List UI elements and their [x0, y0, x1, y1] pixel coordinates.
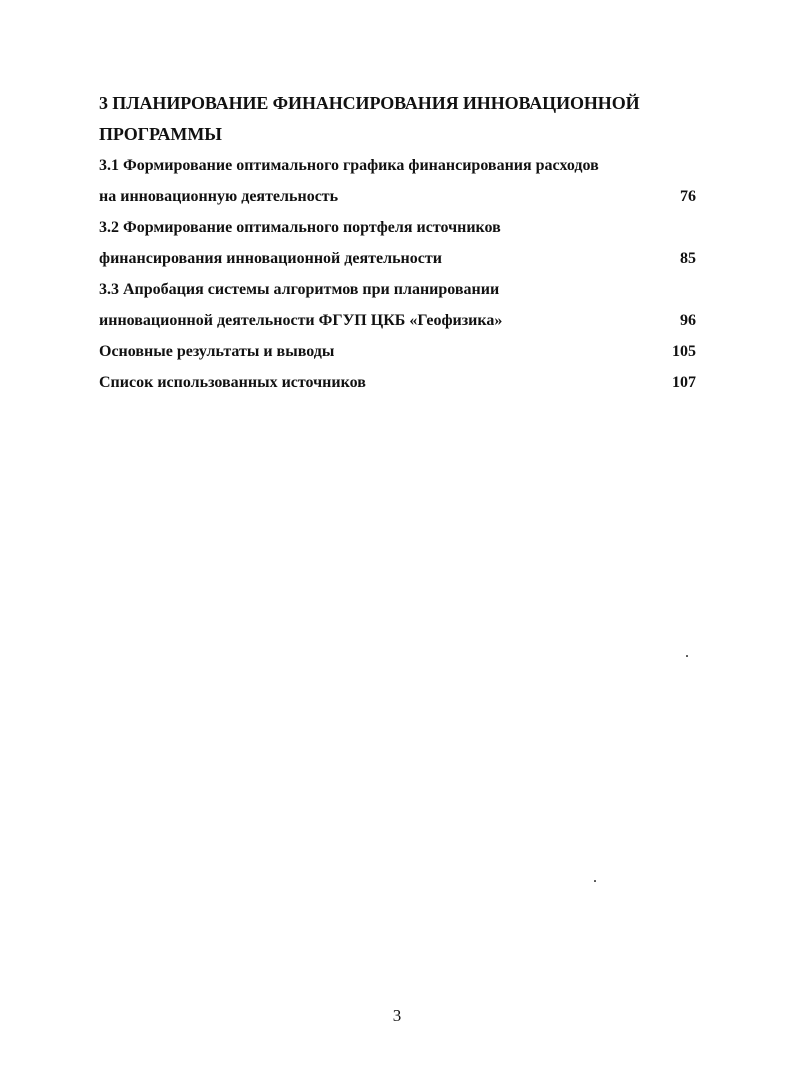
- toc-entry-3-3-page-number: 96: [680, 312, 696, 329]
- toc-entry-results-text: Основные результаты и выводы: [99, 343, 335, 360]
- toc-entry-3-1-page-number: 76: [680, 188, 696, 205]
- toc-entry-3-1-first-line: [99, 150, 696, 181]
- table-of-contents: [99, 88, 696, 398]
- toc-entry-results-line: [99, 336, 696, 367]
- toc-entry-3-3-second-line: [99, 305, 696, 336]
- toc-entry-3-3: [99, 274, 696, 336]
- scan-speck: [686, 655, 688, 657]
- toc-entry-references: [99, 367, 696, 398]
- toc-entry-3-3-text-line-2: инновационной деятельности ФГУП ЦКБ «Геофизика»: [99, 312, 503, 329]
- toc-entry-3-2-page-number: 85: [680, 250, 696, 267]
- toc-entry-3-3-first-line: [99, 274, 696, 305]
- toc-entry-3-3-text-line-1: 3.3 Апробация системы алгоритмов при планировании: [99, 281, 500, 298]
- toc-entry-3-1-second-line: [99, 181, 696, 212]
- toc-entry-references-page-number: 107: [672, 374, 696, 391]
- toc-entry-3-2-first-line: [99, 212, 696, 243]
- toc-entry-3-2-second-line: [99, 243, 696, 274]
- footer-page-number: 3: [392, 1006, 402, 1025]
- chapter-title-line-1: 3 ПЛАНИРОВАНИЕ ФИНАНСИРОВАНИЯ ИННОВАЦИОННОЙ: [99, 93, 640, 113]
- toc-entry-3-2: [99, 212, 696, 274]
- toc-entry-references-line: [99, 367, 696, 398]
- toc-entry-3-1-text-line-2: на инновационную деятельность: [99, 188, 339, 205]
- toc-entry-3-2-text-line-1: 3.2 Формирование оптимального портфеля источников: [99, 219, 501, 236]
- scan-speck: [594, 880, 596, 882]
- toc-entry-results: [99, 336, 696, 367]
- toc-entry-3-1: [99, 150, 696, 212]
- toc-entry-3-1-text-line-1: 3.1 Формирование оптимального графика финансирования расходов: [99, 157, 599, 174]
- toc-entry-results-page-number: 105: [672, 343, 696, 360]
- toc-entry-3-2-text-line-2: финансирования инновационной деятельности: [99, 250, 442, 267]
- chapter-title-line-2: ПРОГРАММЫ: [99, 124, 222, 144]
- toc-entry-references-text: Список использованных источников: [99, 374, 366, 391]
